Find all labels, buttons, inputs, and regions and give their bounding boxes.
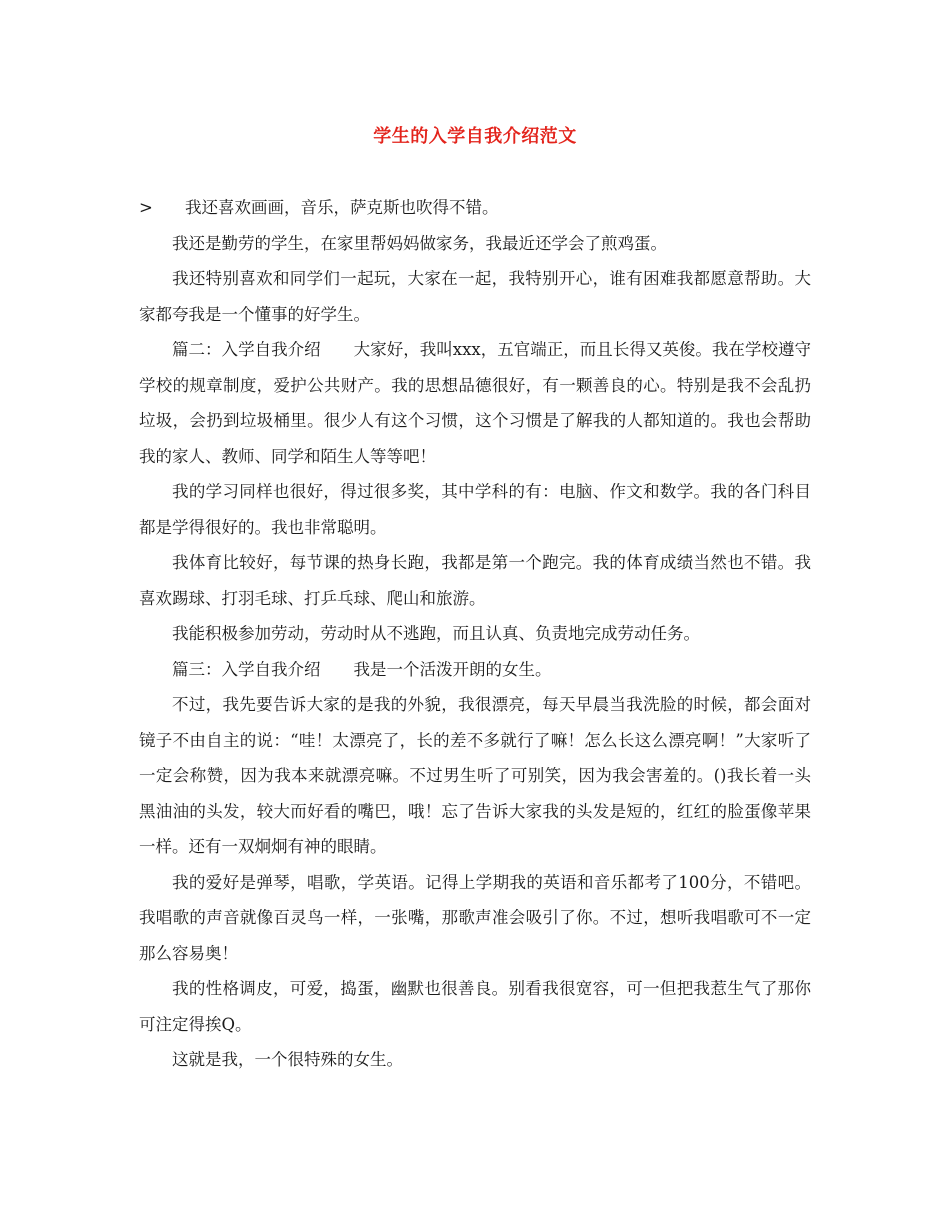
paragraph-bullet-text: 我还喜欢画画，音乐，萨克斯也吹得不错。 (185, 198, 499, 217)
bullet-marker: > (139, 198, 153, 217)
document-body (139, 190, 811, 1078)
paragraph-9: 我的爱好是弹琴，唱歌，学英语。记得上学期我的英语和音乐都考了100分，不错吧。我唱歌的声音就像百灵鸟一样，一张嘴，那歌声准会吸引了你。不过，想听我唱歌可不一定那么容易奥！ (139, 872, 811, 963)
paragraph-1: 我还是勤劳的学生，在家里帮妈妈做家务，我最近还学会了煎鸡蛋。 (172, 233, 667, 253)
bullet-line (139, 190, 811, 226)
paragraph-10: 我的性格调皮，可爱，捣蛋，幽默也很善良。别看我很宽容，可一但把我惹生气了那你可注定得挨Q。 (139, 979, 811, 1034)
paragraph-2: 我还特别喜欢和同学们一起玩，大家在一起，我特别开心，谁有困难我都愿意帮助。大家都夸我是一个懂事的好学生。 (139, 269, 811, 324)
paragraph-5: 我体育比较好，每节课的热身长跑，我都是第一个跑完。我的体育成绩当然也不错。我喜欢踢球、打羽毛球、打乒乓球、爬山和旅游。 (139, 553, 811, 608)
paragraph-3: 篇二：入学自我介绍 大家好，我叫xxx，五官端正，而且长得又英俊。我在学校遵守学校的规章制度，爱护公共财产。我的思想品德很好，有一颗善良的心。特别是我不会乱扔垃圾，会扔到垃圾桶里。很少人有这个习惯，这个习惯是了解我的人都知道的。我也会帮助我的家人、教师、同学和陌生人等等吧！ (139, 340, 811, 466)
paragraph-8: 不过，我先要告诉大家的是我的外貌，我很漂亮，每天早晨当我洗脸的时候，都会面对镜子不由自主的说：“哇！太漂亮了，长的差不多就行了嘛！怎么长这么漂亮啊！”大家听了一定会称赞，因为我本来就漂亮嘛。不过男生听了可别笑，因为我会害羞的。()我长着一头黑油油的头发，较大而好看的嘴巴，哦！忘了告诉大家我的头发是短的，红红的脸蛋像苹果一样。还有一双炯炯有神的眼睛。 (139, 695, 811, 856)
paragraph-4: 我的学习同样也很好，得过很多奖，其中学科的有：电脑、作文和数学。我的各门科目都是学得很好的。我也非常聪明。 (139, 482, 811, 537)
paragraph-6: 我能积极参加劳动，劳动时从不逃跑，而且认真、负责地完成劳动任务。 (172, 624, 700, 643)
document-title: 学生的入学自我介绍范文 (373, 126, 577, 147)
paragraph-11: 这就是我，一个很特殊的女生。 (172, 1050, 403, 1069)
paragraph-7: 篇三：入学自我介绍 我是一个活泼开朗的女生。 (172, 659, 552, 679)
